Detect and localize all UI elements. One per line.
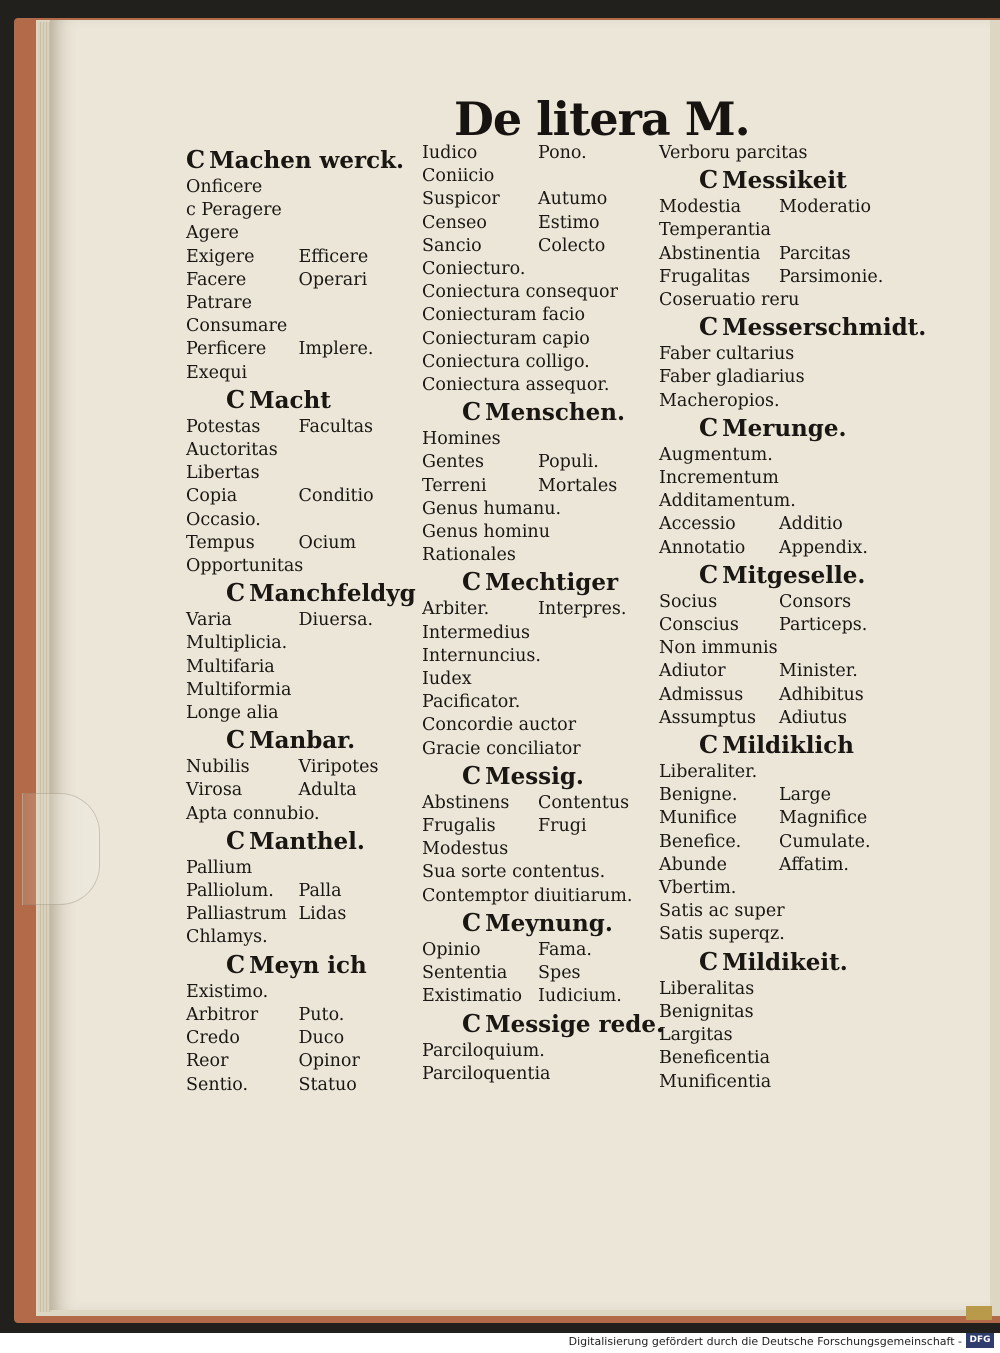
dictionary-entry xyxy=(186,826,411,950)
latin-term: Estimo xyxy=(538,212,600,233)
latin-term: Patrare xyxy=(186,293,252,314)
latin-term: Perficere xyxy=(186,339,267,360)
latin-term: Lidas xyxy=(298,904,347,925)
latin-term: Large xyxy=(779,785,831,806)
latin-term: Conditio xyxy=(298,486,374,507)
latin-term: Parciloquentia xyxy=(422,1063,551,1084)
latin-term: Agere xyxy=(186,223,239,244)
headword-text: Mitgeselle. xyxy=(722,561,866,589)
latin-term: Frugi xyxy=(538,816,587,837)
latin-term: Munifice xyxy=(659,808,737,829)
latin-term: Opinor xyxy=(298,1051,360,1072)
latin-term: Exequi xyxy=(186,362,248,383)
latin-term: Ocium xyxy=(298,532,357,553)
headword-text: Merunge. xyxy=(722,414,847,442)
dictionary-entry xyxy=(659,142,899,165)
entry-headword xyxy=(186,950,411,981)
headword-text: Messig. xyxy=(485,762,584,790)
latin-term: Pacificator. xyxy=(422,692,521,713)
latin-term: Autumo xyxy=(538,189,608,210)
latin-term: Reor xyxy=(186,1051,229,1072)
latin-term: Temperantia xyxy=(659,220,771,241)
entry-headword xyxy=(659,730,899,761)
latin-term: Incrementum xyxy=(659,468,779,489)
pilcrow-icon: C xyxy=(186,145,206,174)
latin-term: Liberalitas xyxy=(659,978,755,999)
latin-term: Concordie auctor xyxy=(422,715,577,736)
latin-term: Palliastrum xyxy=(186,904,287,925)
dictionary-entry xyxy=(659,312,927,413)
entry-headword xyxy=(422,1008,665,1040)
pilcrow-icon: C xyxy=(699,946,719,976)
latin-term: Tempus xyxy=(186,532,255,553)
latin-term: Puto. xyxy=(298,1004,345,1025)
latin-term: Admissus xyxy=(659,684,744,705)
headword-text: Mildiklich xyxy=(722,732,854,760)
latin-term: Multifaria xyxy=(186,656,275,677)
latin-term: Frugalis xyxy=(422,816,496,837)
latin-term: Varia xyxy=(186,610,232,631)
latin-term: Iudico xyxy=(422,143,478,163)
latin-term: Munificentia xyxy=(659,1071,772,1092)
latin-term: Multiformia xyxy=(186,679,292,700)
headword-text: Mechtiger xyxy=(485,569,619,597)
dictionary-entry xyxy=(659,947,899,1094)
latin-term: Coniecturo. xyxy=(422,259,526,280)
latin-term: Sentio. xyxy=(186,1074,249,1095)
latin-term: Genus humanu. xyxy=(422,498,562,519)
headword-text: Messige rede. xyxy=(485,1010,665,1038)
entry-terms xyxy=(422,142,654,397)
latin-term: Statuo xyxy=(298,1074,357,1095)
latin-term: Benefice. xyxy=(659,831,742,852)
latin-term: Virosa xyxy=(186,780,243,801)
latin-term: Colecto xyxy=(538,235,606,256)
headword-text: Messikeit xyxy=(722,167,847,195)
entry-terms xyxy=(186,857,411,950)
latin-term: Vbertim. xyxy=(659,878,737,899)
latin-term: Viripotes xyxy=(298,757,379,778)
latin-term: Annotatio xyxy=(659,537,746,558)
headword-text: Mildikeit. xyxy=(722,948,848,976)
entry-terms xyxy=(186,609,411,725)
entry-headword xyxy=(659,947,899,978)
latin-term: Modestus xyxy=(422,839,509,860)
pilcrow-icon: C xyxy=(699,559,719,589)
entry-terms xyxy=(659,142,899,165)
latin-term: Verboru parcitas xyxy=(659,143,808,163)
latin-term: Faber gladiarius xyxy=(659,367,805,388)
latin-term: Populi. xyxy=(538,452,599,473)
latin-term: Auctoritas xyxy=(186,440,278,461)
dictionary-entry xyxy=(659,560,899,730)
latin-term: Sua sorte contentus. xyxy=(422,862,606,883)
latin-term: Facultas xyxy=(298,416,374,437)
dictionary-entry xyxy=(186,950,411,1097)
entry-terms xyxy=(659,444,899,560)
latin-term: Satis ac super xyxy=(659,901,785,922)
entry-terms xyxy=(186,981,411,1097)
book-page xyxy=(50,20,990,1310)
latin-term: Benignitas xyxy=(659,1001,754,1022)
page-heading: De litera M. xyxy=(454,92,750,146)
latin-term: Accessio xyxy=(659,514,736,535)
headword-text: Manchfeldyg xyxy=(249,580,416,608)
entry-terms xyxy=(422,598,654,760)
entry-headword xyxy=(659,312,927,343)
latin-term: Iudicium. xyxy=(538,986,622,1007)
dictionary-entry xyxy=(186,145,411,385)
dictionary-entry xyxy=(659,165,899,312)
latin-term: Opportunitas xyxy=(186,556,304,577)
pilcrow-icon: C xyxy=(226,578,246,608)
latin-term: Potestas xyxy=(186,416,261,437)
dictionary-entry xyxy=(422,761,654,908)
pilcrow-icon: C xyxy=(462,397,482,427)
latin-term: Rationales xyxy=(422,545,516,566)
latin-term: Longe alia xyxy=(186,703,279,724)
latin-term: Adiutor xyxy=(659,661,726,682)
latin-term: Coniectura assequor. xyxy=(422,375,610,396)
pilcrow-icon: C xyxy=(699,165,719,195)
headword-text: Manbar. xyxy=(249,727,356,755)
latin-term: Exigere xyxy=(186,246,255,267)
latin-term: Cumulate. xyxy=(779,831,871,852)
latin-term: Duco xyxy=(298,1028,345,1049)
dfg-logo: DFG xyxy=(966,1333,994,1348)
headword-text: Messerschmidt. xyxy=(722,314,927,342)
pilcrow-icon: C xyxy=(226,384,246,414)
digitization-credit: Digitalisierung gefördert durch die Deutsche Forschungsgemeinschaft - xyxy=(568,1335,962,1348)
latin-term: Censeo xyxy=(422,212,487,233)
latin-term: Additio xyxy=(779,514,843,535)
dictionary-entry xyxy=(659,730,899,947)
dictionary-entry xyxy=(422,1008,665,1086)
latin-term: Multiplicia. xyxy=(186,633,288,654)
latin-term: Interpres. xyxy=(538,599,627,620)
latin-term: Copia xyxy=(186,486,238,507)
latin-term: Facere xyxy=(186,269,247,290)
latin-term: Homines xyxy=(422,429,501,450)
latin-term: Conscius xyxy=(659,615,739,636)
latin-term: Abstinens xyxy=(422,792,510,813)
headword-text: Menschen. xyxy=(485,399,625,427)
latin-term: Coseruatio reru xyxy=(659,290,800,311)
latin-term: Sancio xyxy=(422,235,482,256)
latin-term: Assumptus xyxy=(659,707,756,728)
latin-term: Gentes xyxy=(422,452,484,473)
headword-text: Meyn ich xyxy=(249,951,367,979)
entry-headword xyxy=(422,567,654,598)
entry-terms xyxy=(186,176,411,385)
entry-headword xyxy=(422,761,654,792)
latin-term: Frugalitas xyxy=(659,266,751,287)
latin-term: Moderatio xyxy=(779,197,871,218)
latin-term: Suspicor xyxy=(422,189,500,210)
latin-term: Coniectura consequor xyxy=(422,282,618,303)
entry-terms xyxy=(659,591,899,730)
entry-terms xyxy=(422,1040,654,1086)
entry-headword xyxy=(422,908,654,939)
latin-term: Faber cultarius xyxy=(659,344,795,365)
latin-term: Appendix. xyxy=(779,537,868,558)
entry-headword xyxy=(659,560,899,591)
latin-term: Coniecturam capio xyxy=(422,328,590,349)
latin-term: Particeps. xyxy=(779,615,868,636)
latin-term: Pallium xyxy=(186,857,253,878)
latin-term: Nubilis xyxy=(186,757,250,778)
latin-term: Non immunis xyxy=(659,638,778,659)
latin-term: Arbiter. xyxy=(422,599,490,620)
latin-term: Parcitas xyxy=(779,243,851,264)
entry-terms xyxy=(186,756,411,826)
latin-term: Affatim. xyxy=(779,854,849,875)
latin-term: Parsimonie. xyxy=(779,266,884,287)
latin-term: Beneficentia xyxy=(659,1048,771,1069)
pilcrow-icon: C xyxy=(462,907,482,937)
latin-term: Abstinentia xyxy=(659,243,761,264)
pilcrow-icon: C xyxy=(462,567,482,597)
latin-term: Efficere xyxy=(298,246,369,267)
headword-text: Meynung. xyxy=(485,909,613,937)
entry-terms xyxy=(186,416,411,578)
entry-headword xyxy=(659,413,899,444)
latin-term: Operari xyxy=(298,269,368,290)
latin-term: Coniectura colligo. xyxy=(422,351,590,372)
transparent-page-clip xyxy=(22,793,100,905)
latin-term: Benigne. xyxy=(659,785,738,806)
entry-headword xyxy=(422,397,654,428)
latin-term: Adhibitus xyxy=(779,684,864,705)
bookmark-ribbon xyxy=(966,1306,992,1320)
pilcrow-icon: C xyxy=(462,1008,482,1038)
latin-term: Modestia xyxy=(659,197,742,218)
entry-headword xyxy=(186,578,416,609)
entry-headword xyxy=(186,725,411,756)
latin-term: Sententia xyxy=(422,963,508,984)
entry-terms xyxy=(659,343,899,413)
dictionary-entry xyxy=(186,385,411,578)
latin-term: Mortales xyxy=(538,475,618,496)
latin-term: Apta connubio. xyxy=(186,803,320,824)
entry-terms xyxy=(422,428,654,567)
latin-term: Libertas xyxy=(186,463,260,484)
latin-term: Terreni xyxy=(422,475,487,496)
latin-term: Diuersa. xyxy=(298,610,374,631)
latin-term: Pono. xyxy=(538,143,587,163)
entry-terms xyxy=(422,939,654,1009)
entry-terms xyxy=(659,196,899,312)
latin-term: Largitas xyxy=(659,1025,733,1046)
latin-term: Satis superqz. xyxy=(659,924,785,945)
latin-term: Onficere xyxy=(186,177,263,197)
latin-term: Arbitror xyxy=(186,1004,259,1025)
pilcrow-icon: C xyxy=(462,760,482,790)
latin-term: Parciloquium. xyxy=(422,1040,545,1061)
pilcrow-icon: C xyxy=(226,825,246,855)
pilcrow-icon: C xyxy=(226,725,246,755)
latin-term: Fama. xyxy=(538,939,592,960)
latin-term: Credo xyxy=(186,1028,240,1049)
latin-term: Additamentum. xyxy=(659,491,796,512)
entry-terms xyxy=(659,978,899,1094)
latin-term: Intermedius xyxy=(422,622,530,643)
latin-term: Occasio. xyxy=(186,509,261,530)
dictionary-entry xyxy=(422,142,654,397)
latin-term: Contemptor diuitiarum. xyxy=(422,885,633,906)
latin-term: Abunde xyxy=(659,854,727,875)
latin-term: Existimo. xyxy=(186,981,269,1002)
dictionary-entry xyxy=(422,397,654,567)
column-left xyxy=(186,145,416,1097)
entry-headword xyxy=(659,165,899,196)
headword-text: Manthel. xyxy=(249,827,365,855)
dictionary-entry xyxy=(186,725,411,826)
entry-headword xyxy=(186,385,411,416)
headword-text: Machen werck. xyxy=(209,147,405,174)
pilcrow-icon: C xyxy=(699,412,719,442)
latin-term: Chlamys. xyxy=(186,927,268,948)
dictionary-entry xyxy=(659,413,899,560)
latin-term: Coniecturam facio xyxy=(422,305,586,326)
pilcrow-icon: C xyxy=(226,949,246,979)
latin-term: Contentus xyxy=(538,792,630,813)
latin-term: Adulta xyxy=(298,780,357,801)
latin-term: Existimatio xyxy=(422,986,523,1007)
dictionary-entry xyxy=(186,578,416,725)
latin-term: Opinio xyxy=(422,939,481,960)
latin-term: Internuncius. xyxy=(422,645,541,666)
entry-headword xyxy=(186,826,411,857)
latin-term: Magnifice xyxy=(779,808,868,829)
latin-term: Adiutus xyxy=(779,707,847,728)
latin-term: Genus hominu xyxy=(422,522,550,543)
latin-term: Implere. xyxy=(298,339,374,360)
latin-term: Palliolum. xyxy=(186,881,274,902)
latin-term: Gracie conciliator xyxy=(422,738,581,759)
latin-term: Augmentum. xyxy=(659,444,773,465)
latin-term: Socius xyxy=(659,591,718,612)
latin-term: Liberaliter. xyxy=(659,762,758,783)
latin-term: Consors xyxy=(779,591,852,612)
headword-text: Macht xyxy=(249,386,331,414)
pilcrow-icon: C xyxy=(699,730,719,760)
pilcrow-icon: C xyxy=(699,312,719,342)
latin-term: Coniicio xyxy=(422,166,495,187)
entry-terms xyxy=(659,761,899,947)
entry-headword xyxy=(186,145,411,176)
dictionary-entry xyxy=(422,908,654,1009)
column-middle xyxy=(422,142,665,1086)
latin-term: c Peragere xyxy=(186,200,282,221)
column-right xyxy=(659,142,927,1094)
latin-term: Consumare xyxy=(186,316,288,337)
latin-term: Palla xyxy=(298,881,342,902)
latin-term: Spes xyxy=(538,963,581,984)
latin-term: Macheropios. xyxy=(659,390,780,411)
dictionary-entry xyxy=(422,567,654,760)
latin-term: Minister. xyxy=(779,661,858,682)
entry-terms xyxy=(422,792,654,908)
latin-term: Iudex xyxy=(422,669,472,690)
